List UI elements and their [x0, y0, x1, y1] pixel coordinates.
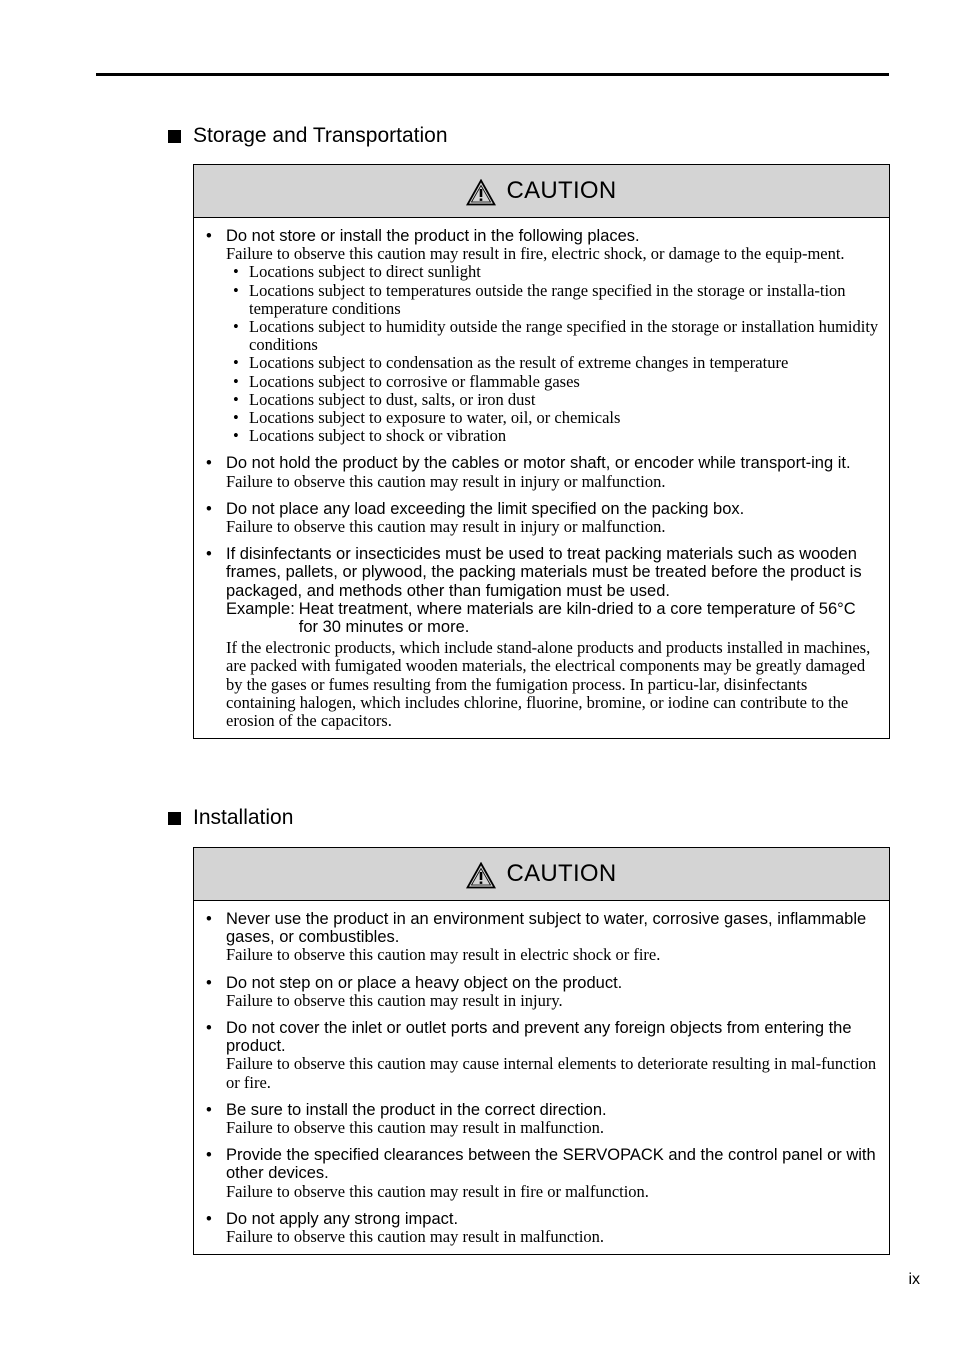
caution-consequence: Failure to observe this caution may result in fire or malfunction.	[226, 1181, 649, 1201]
caution-body	[194, 218, 889, 738]
sub-list-item: • Locations subject to temperatures outside the range specified in the storage or installa-tion temperature conditions	[233, 280, 846, 318]
section-heading-installation	[168, 806, 293, 830]
list-item: • Never use the product in an environment subject to water, corrosive gases, inflammable gases, or combustibles. Failure to observe this caution may result in electric shock or fire.	[205, 910, 879, 965]
caution-statement: If disinfectants or insecticides must be used to treat packing materials such as wooden frames, pallets, or plywood, the packing materials must be treated before the product is packaged, and methods other than fumigation must be used.	[226, 545, 862, 600]
caution-consequence: Failure to observe this caution may result in injury.	[226, 990, 563, 1010]
caution-statement: Do not step on or place a heavy object on the product.	[226, 973, 623, 992]
example-line	[226, 600, 879, 636]
list-item: • If disinfectants or insecticides must be used to treat packing materials such as wooden frames, pallets, or plywood, the packing materials must be treated before the product is packaged, and methods other than fumigation must be used. Example: Heat treatment, where materials are kiln-dried to a core temperature of 56°C for 30 minutes or more. If the electronic products, which include stand-alone products and products installed in machines, are packed with fumigated wooden materials, the electrical components may be greatly damaged by the gases or fumes resulting from the fumigation process. In particu-lar, disinfectants containing halogen, which includes chlorine, fluorine, bromine, or iodine can contribute to the erosion of the capacitors.	[205, 545, 879, 730]
page-number: ix	[908, 1271, 920, 1288]
sub-list-item: • Locations subject to direct sunlight	[233, 262, 481, 282]
caution-statement: Never use the product in an environment subject to water, corrosive gases, inflammable gases, or combustibles.	[226, 910, 867, 947]
square-bullet-icon	[168, 812, 181, 825]
caution-consequence: Failure to observe this caution may result in fire, electric shock, or damage to the equip-ment.	[226, 244, 845, 264]
caution-title: CAUTION	[506, 860, 617, 887]
caution-statement: Do not hold the product by the cables or motor shaft, or encoder while transport-ing it.	[226, 454, 851, 473]
section-heading-storage	[168, 124, 448, 148]
top-rule	[96, 73, 889, 76]
sub-list-item: • Locations subject to humidity outside the range specified in the storage or installation humidity conditions	[233, 317, 879, 355]
list-item: • Do not cover the inlet or outlet ports and prevent any foreign objects from entering the product. Failure to observe this caution may cause internal elements to deteriorate resulting in mal-function or fire.	[205, 1019, 879, 1092]
fumigation-note: If the electronic products, which include stand-alone products and products installed in machines, are packed with fumigated wooden materials, the electrical components may be greatly damaged by the gases or fumes resulting from the fumigation process. In particu-lar, disinfectants containing halogen, which includes chlorine, fluorine, bromine, or iodine can contribute to the erosion of the capacitors.	[226, 638, 871, 731]
caution-body	[194, 901, 889, 1254]
example-text: Heat treatment, where materials are kiln-dried to a core temperature of 56°C for 30 minutes or more.	[298, 599, 856, 637]
caution-title: CAUTION	[506, 177, 617, 204]
caution-statement: Do not cover the inlet or outlet ports and prevent any foreign objects from entering the product.	[226, 1019, 852, 1056]
warning-triangle-icon	[466, 179, 496, 206]
list-item: • Be sure to install the product in the correct direction. Failure to observe this caution may result in malfunction.	[205, 1101, 879, 1137]
list-item: • Do not apply any strong impact. Failure to observe this caution may result in malfunction.	[205, 1210, 879, 1246]
sub-list-item: • Locations subject to exposure to water, oil, or chemicals	[233, 408, 621, 428]
caution-consequence: Failure to observe this caution may result in malfunction.	[226, 1118, 605, 1138]
list-item: • Do not place any load exceeding the limit specified on the packing box. Failure to observe this caution may result in injury or malfunction.	[205, 500, 879, 536]
sub-list-item: • Locations subject to corrosive or flammable gases	[233, 371, 580, 391]
caution-statement: Provide the specified clearances between the SERVOPACK and the control panel or with other devices.	[226, 1146, 876, 1183]
section-heading-text: Installation	[193, 806, 294, 829]
list-item: • Do not store or install the product in the following places. Failure to observe this caution may result in fire, electric shock, or damage to the equip-ment. • Locations subject to direct sunlight • Locations subject to temperatures outside the range specified in the storage or installa-tion temperature conditions • Locations subject to humidity outside the range specified in the storage or installation humidity conditions • Locations subject to condensation as the result of extreme changes in temperature • Locations subject to corrosive or flammable gases • Locations subject to dust, salts, or iron dust • Locations subject to exposure to water, oil, or chemicals • Locations subject to shock or vibration	[206, 227, 879, 446]
caution-header	[194, 848, 889, 901]
caution-statement: Do not place any load exceeding the limit specified on the packing box.	[226, 499, 745, 518]
warning-triangle-icon	[466, 862, 496, 889]
caution-consequence: Failure to observe this caution may result in electric shock or fire.	[226, 945, 661, 965]
sub-list-item: • Locations subject to condensation as the result of extreme changes in temperature	[233, 353, 789, 373]
sub-list-item: • Locations subject to dust, salts, or iron dust	[233, 389, 536, 409]
list-item: • Do not step on or place a heavy object on the product. Failure to observe this caution may result in injury.	[205, 974, 879, 1010]
section-heading-text: Storage and Transportation	[193, 124, 448, 147]
list-item: • Do not hold the product by the cables or motor shaft, or encoder while transport-ing it. Failure to observe this caution may result in injury or malfunction.	[205, 454, 879, 490]
list-item: • Provide the specified clearances between the SERVOPACK and the control panel or with other devices. Failure to observe this caution may result in fire or malfunction.	[205, 1146, 879, 1201]
caution-statement: Be sure to install the product in the correct direction.	[226, 1100, 607, 1119]
caution-box-installation	[193, 847, 890, 1255]
example-label: Example:	[226, 599, 295, 618]
caution-consequence: Failure to observe this caution may result in injury or malfunction.	[226, 471, 666, 491]
caution-consequence: Failure to observe this caution may result in malfunction.	[226, 1227, 605, 1247]
caution-box-storage	[193, 164, 890, 739]
caution-header	[194, 165, 889, 218]
caution-consequence: Failure to observe this caution may cause internal elements to deteriorate resulting in mal-function or fire.	[226, 1054, 877, 1092]
caution-statement: Do not apply any strong impact.	[226, 1209, 459, 1228]
sub-list-item: • Locations subject to shock or vibration	[233, 426, 507, 446]
square-bullet-icon	[168, 130, 181, 143]
caution-consequence: Failure to observe this caution may result in injury or malfunction.	[226, 517, 666, 537]
caution-statement: Do not store or install the product in the following places.	[226, 227, 640, 245]
